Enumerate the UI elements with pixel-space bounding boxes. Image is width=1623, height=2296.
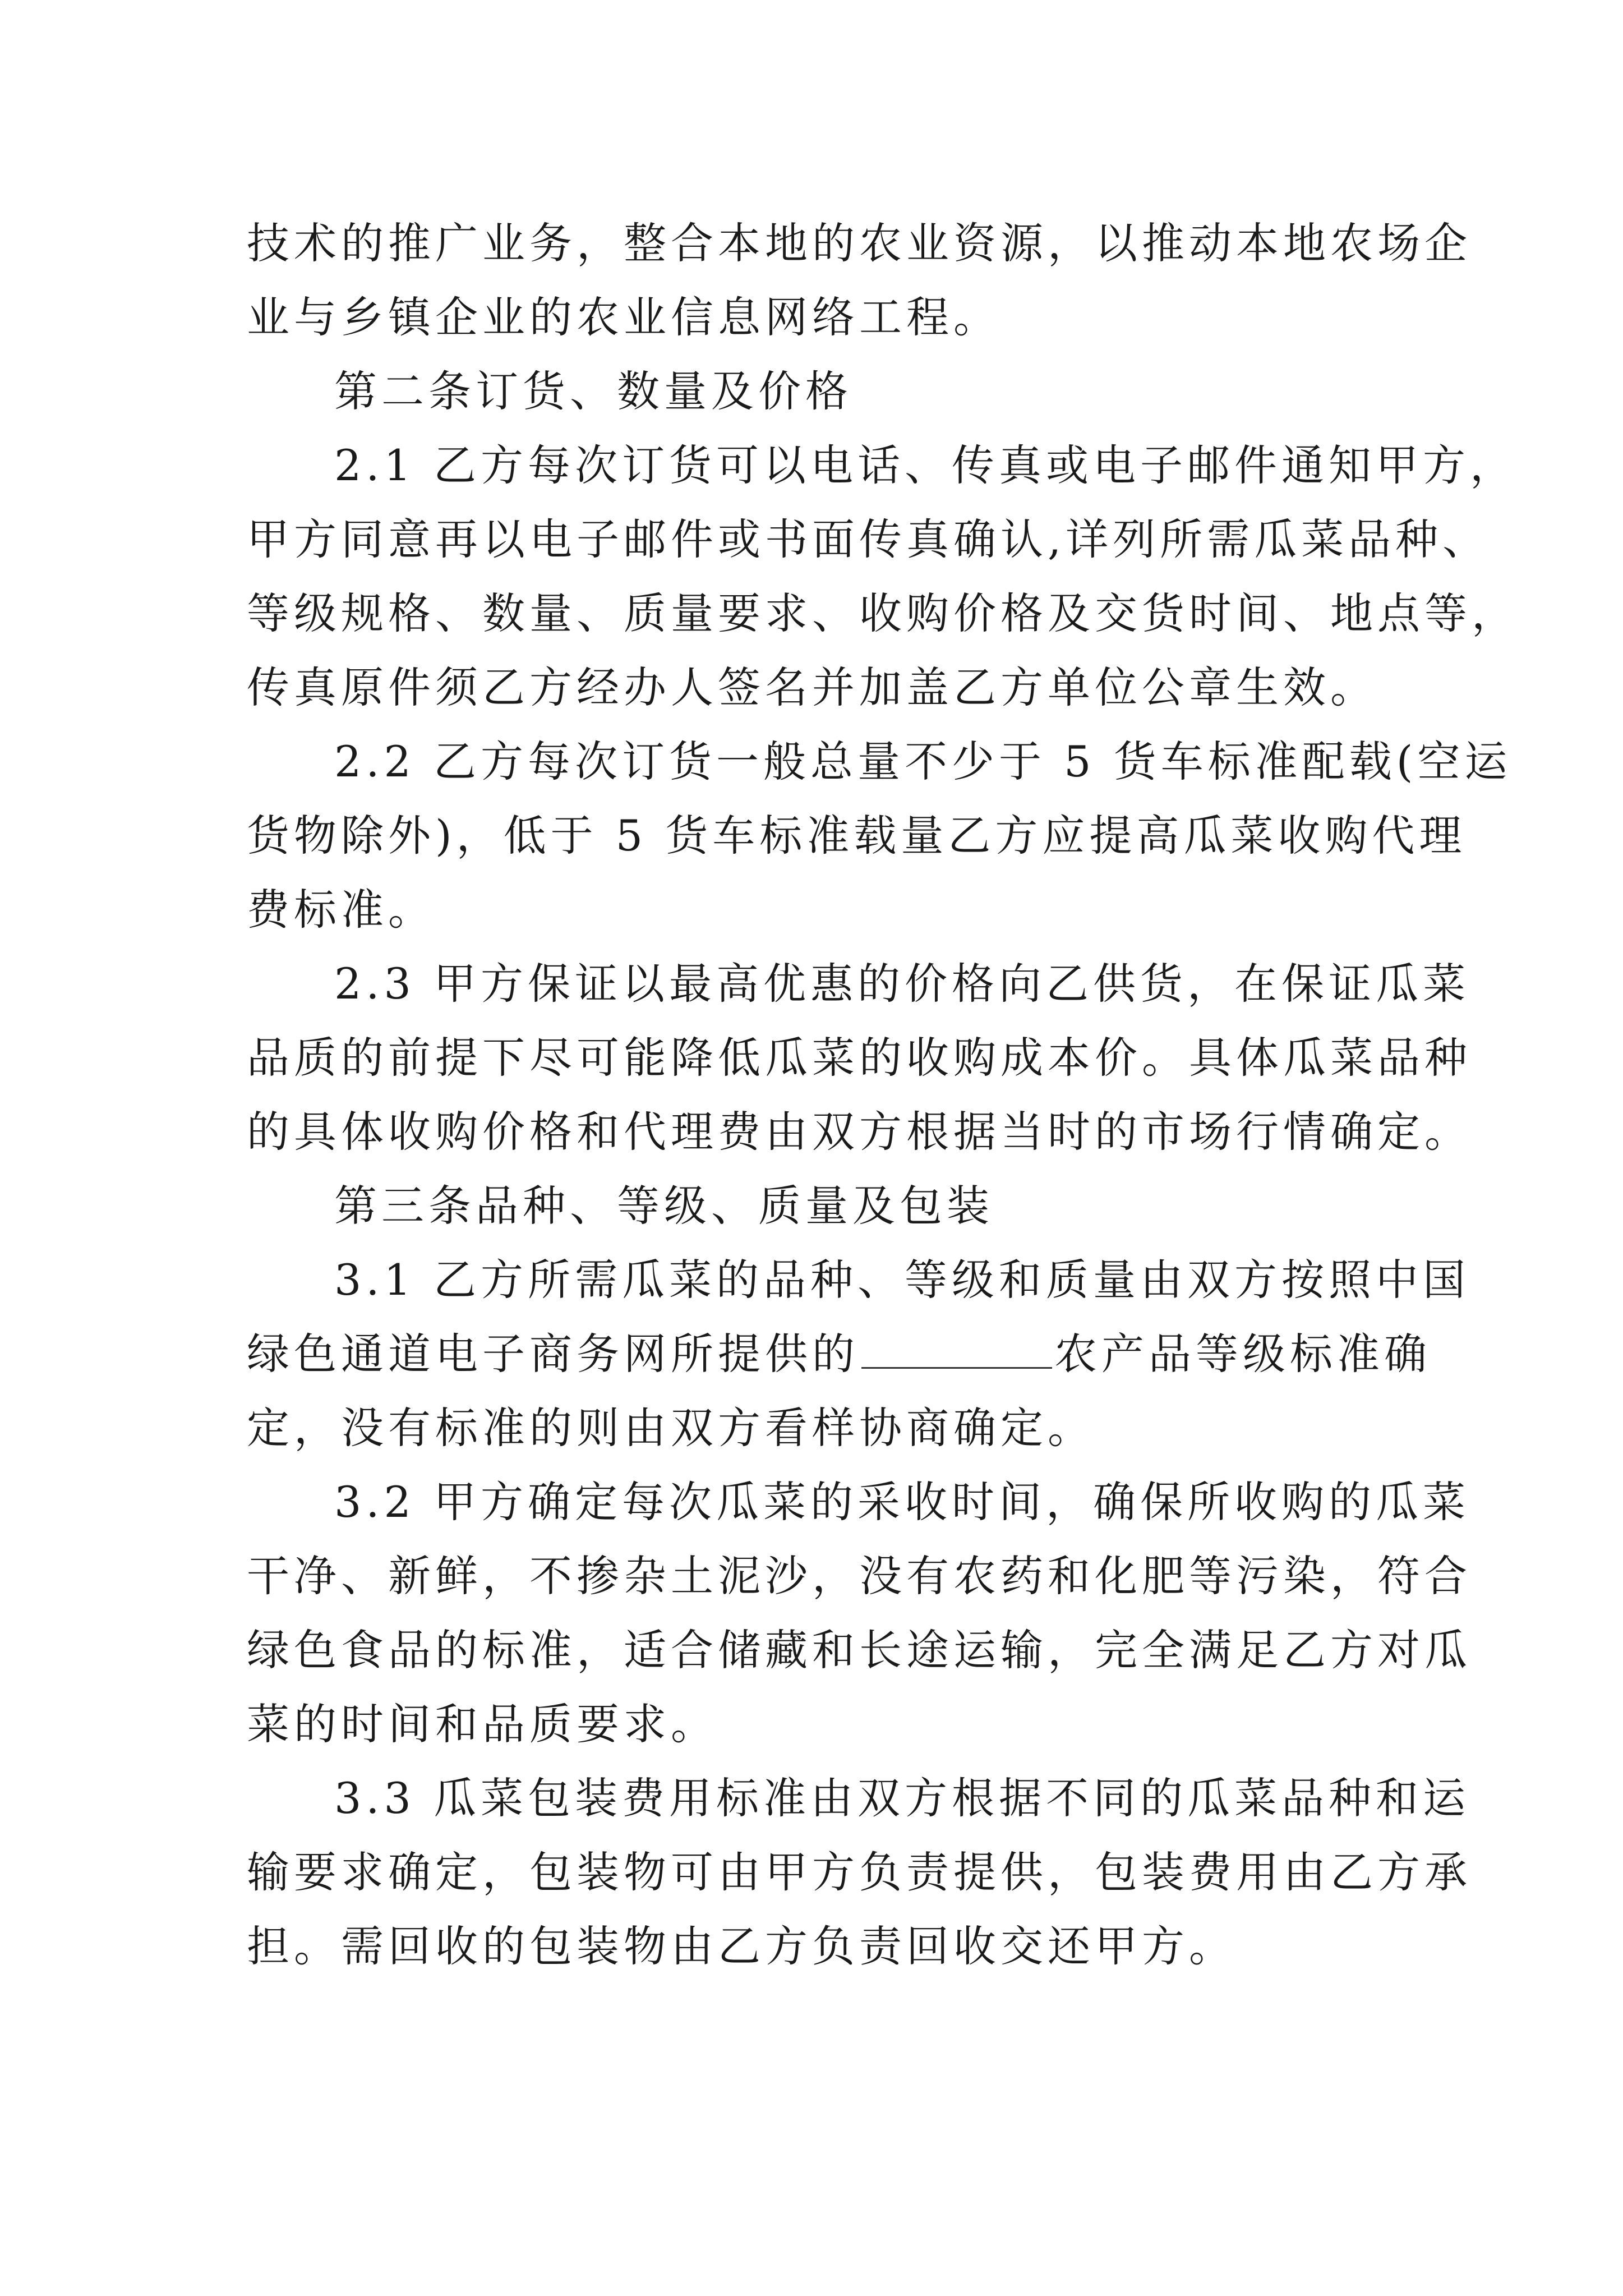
text-line: 品质的前提下尽可能降低瓜菜的收购成本价。具体瓜菜品种 xyxy=(247,1033,1472,1083)
text-line: 费标准。 xyxy=(247,885,435,935)
text-line-with-blank xyxy=(247,1317,1431,1391)
clause-line: 2.1 乙方每次订货可以电话、传真或电子邮件通知甲方， xyxy=(334,440,1518,490)
text-line: 的具体收购价格和代理费由双方根据当时的市场行情确定。 xyxy=(247,1107,1472,1157)
clause-line: 3.1 乙方所需瓜菜的品种、等级和质量由双方按照中国 xyxy=(334,1255,1470,1305)
section-heading: 第二条订货、数量及价格 xyxy=(334,366,852,416)
text-line: 等级规格、数量、质量要求、收购价格及交货时间、地点等， xyxy=(247,588,1519,638)
text-line: 传真原件须乙方经办人签名并加盖乙方单位公章生效。 xyxy=(247,662,1377,712)
text-line: 定，没有标准的则由双方看样协商确定。 xyxy=(247,1403,1095,1453)
clause-line: 3.3 瓜菜包装费用标准由双方根据不同的瓜菜品种和运 xyxy=(334,1773,1470,1823)
text-line: 输要求确定，包装物可由甲方负责提供，包装费用由乙方承 xyxy=(247,1847,1472,1897)
text-line: 绿色食品的标准，适合储藏和长途运输，完全满足乙方对瓜 xyxy=(247,1625,1472,1675)
text-line: 业与乡镇企业的农业信息网络工程。 xyxy=(247,292,1000,342)
fill-in-blank xyxy=(861,1329,1052,1369)
text-line: 技术的推广业务，整合本地的农业资源，以推动本地农场企 xyxy=(247,218,1472,268)
text-line: 干净、新鲜，不掺杂土泥沙，没有农药和化肥等污染，符合 xyxy=(247,1551,1472,1601)
clause-line: 3.2 甲方确定每次瓜菜的采收时间，确保所收购的瓜菜 xyxy=(334,1477,1470,1527)
text-line: 货物除外)，低于 5 货车标准载量乙方应提高瓜菜收购代理 xyxy=(247,811,1467,861)
text-line: 甲方同意再以电子邮件或书面传真确认,详列所需瓜菜品种、 xyxy=(247,514,1490,564)
body-text xyxy=(247,206,1519,1984)
text-line: 担。需回收的包装物由乙方负责回收交还甲方。 xyxy=(247,1921,1236,1971)
text-segment: 农产品等级标准确 xyxy=(1054,1329,1431,1379)
clause-line: 2.2 乙方每次订货一般总量不少于 5 货车标准配载(空运 xyxy=(334,737,1512,786)
clause-line: 2.3 甲方保证以最高优惠的价格向乙供货，在保证瓜菜 xyxy=(334,959,1470,1009)
text-segment: 绿色通道电子商务网所提供的 xyxy=(247,1329,859,1379)
text-line: 菜的时间和品质要求。 xyxy=(247,1699,718,1749)
section-heading: 第三条品种、等级、质量及包装 xyxy=(334,1181,994,1231)
